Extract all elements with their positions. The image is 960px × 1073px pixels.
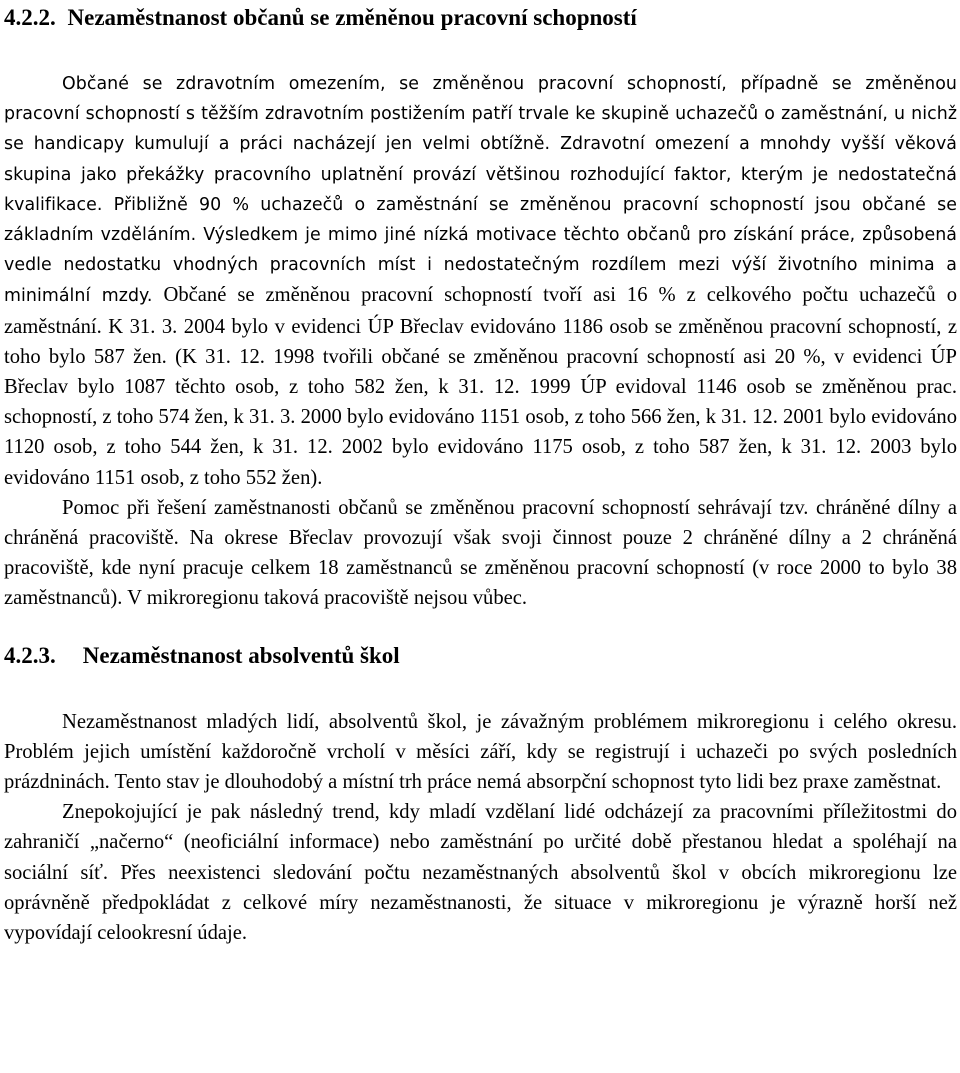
paragraph-znepokojujici-trend: Znepokojující je pak následný trend, kdy mladí vzdělaní lidé odcházejí za pracovními příležitostmi do zahraničí „načerno“ (neoficiální informace) nebo zaměstnání po určité době přestanou hledat a spoléhají na sociální síť. Přes neexistenci sledování počtu nezaměstnaných absolventů škol v obcích mikroregionu lze oprávněně předpokládat z celkové míry nezaměstnanosti, že situace v mikroregionu je výrazně horší než vypovídají celookresní údaje.	[4, 801, 957, 945]
section-title: Nezaměstnanost občanů se změněnou pracovní schopností	[67, 5, 637, 30]
paragraph-text-serif: Občané se změněnou pracovní schopností tvoří asi 16 % z celkového počtu uchazečů o zaměstnání. K 31. 3. 2004 bylo v evidenci ÚP Břeclav evidováno 1186 osob se změněnou pracovní schopností, z toho bylo 587 žen. (K 31. 12. 1998 tvořili občané se změněnou pracovní schopností asi 20 %, v evidenci ÚP Břeclav bylo 1087 těchto osob, z toho 582 žen, k 31. 12. 1999 ÚP evidoval 1146 osob se změněnou prac. schopností, z toho 574 žen, k 31. 3. 2000 bylo evidováno 1151 osob, z toho 566 žen, k 31. 12. 2001 bylo evidováno 1120 osob, z toho 544 žen, k 31. 12. 2002 bylo evidováno 1175 osob, z toho 587 žen, k 31. 12. 2003 bylo evidováno 1151 osob, z toho 552 žen).	[4, 284, 957, 489]
section-title: Nezaměstnanost absolventů škol	[82, 642, 400, 668]
paragraph-text-sans: Občané se zdravotním omezením, se změněnou pracovní schopností, případně se změněnou pracovní schopností s těžším zdravotním postižením patří trvale ke skupině uchazečů o zaměstnání, u nichž se handicapy kumulují a práci nacházejí jen velmi obtížně. Zdravotní omezení a mnohdy vyšší věková skupina jako překážky pracovního uplatnění provází většinou rozhodující faktor, kterým je nedostatečná kvalifikace. Přibližně 90 % uchazečů o zaměstnání se změněnou pracovní schopností jsou občané se základním vzděláním. Výsledkem je mimo jiné nízká motivace těchto občanů pro získání práce, způsobená vedle nedostatku vhodných pracovních míst i nedostatečným rozdílem mezi výší životního minima a minimální mzdy.	[4, 74, 957, 307]
paragraph-absolventi-nezamestnanost: Nezaměstnanost mladých lidí, absolventů škol, je závažným problémem mikroregionu i celého okresu. Problém jejich umístění každoročně vrcholí v měsíci září, kdy se registrují i uchazeči po svých posledních prázdninách. Tento stav je dlouhodobý a místní trh práce nemá absorpční schopnost tyto lidi bez praxe zaměstnat.	[4, 710, 957, 794]
section-number: 4.2.3.	[4, 642, 56, 668]
section-number: 4.2.2.	[4, 5, 56, 30]
section-heading-4-2-2	[4, 0, 957, 32]
section-heading-4-2-3	[4, 642, 957, 670]
paragraph-chranene-dilny: Pomoc při řešení zaměstnanosti občanů se změněnou pracovní schopností sehrávají tzv. chráněné dílny a chráněná pracoviště. Na okrese Břeclav provozují však svoji činnost pouze 2 chráněné dílny a 2 chráněná pracoviště, kde nyní pracuje celkem 18 zaměstnanců se změněnou pracovní schopností (v roce 2000 to bylo 38 zaměstnanců). V mikroregionu taková pracoviště nejsou vůbec.	[4, 496, 957, 610]
paragraph-zdravotni-omezeni	[4, 69, 957, 493]
